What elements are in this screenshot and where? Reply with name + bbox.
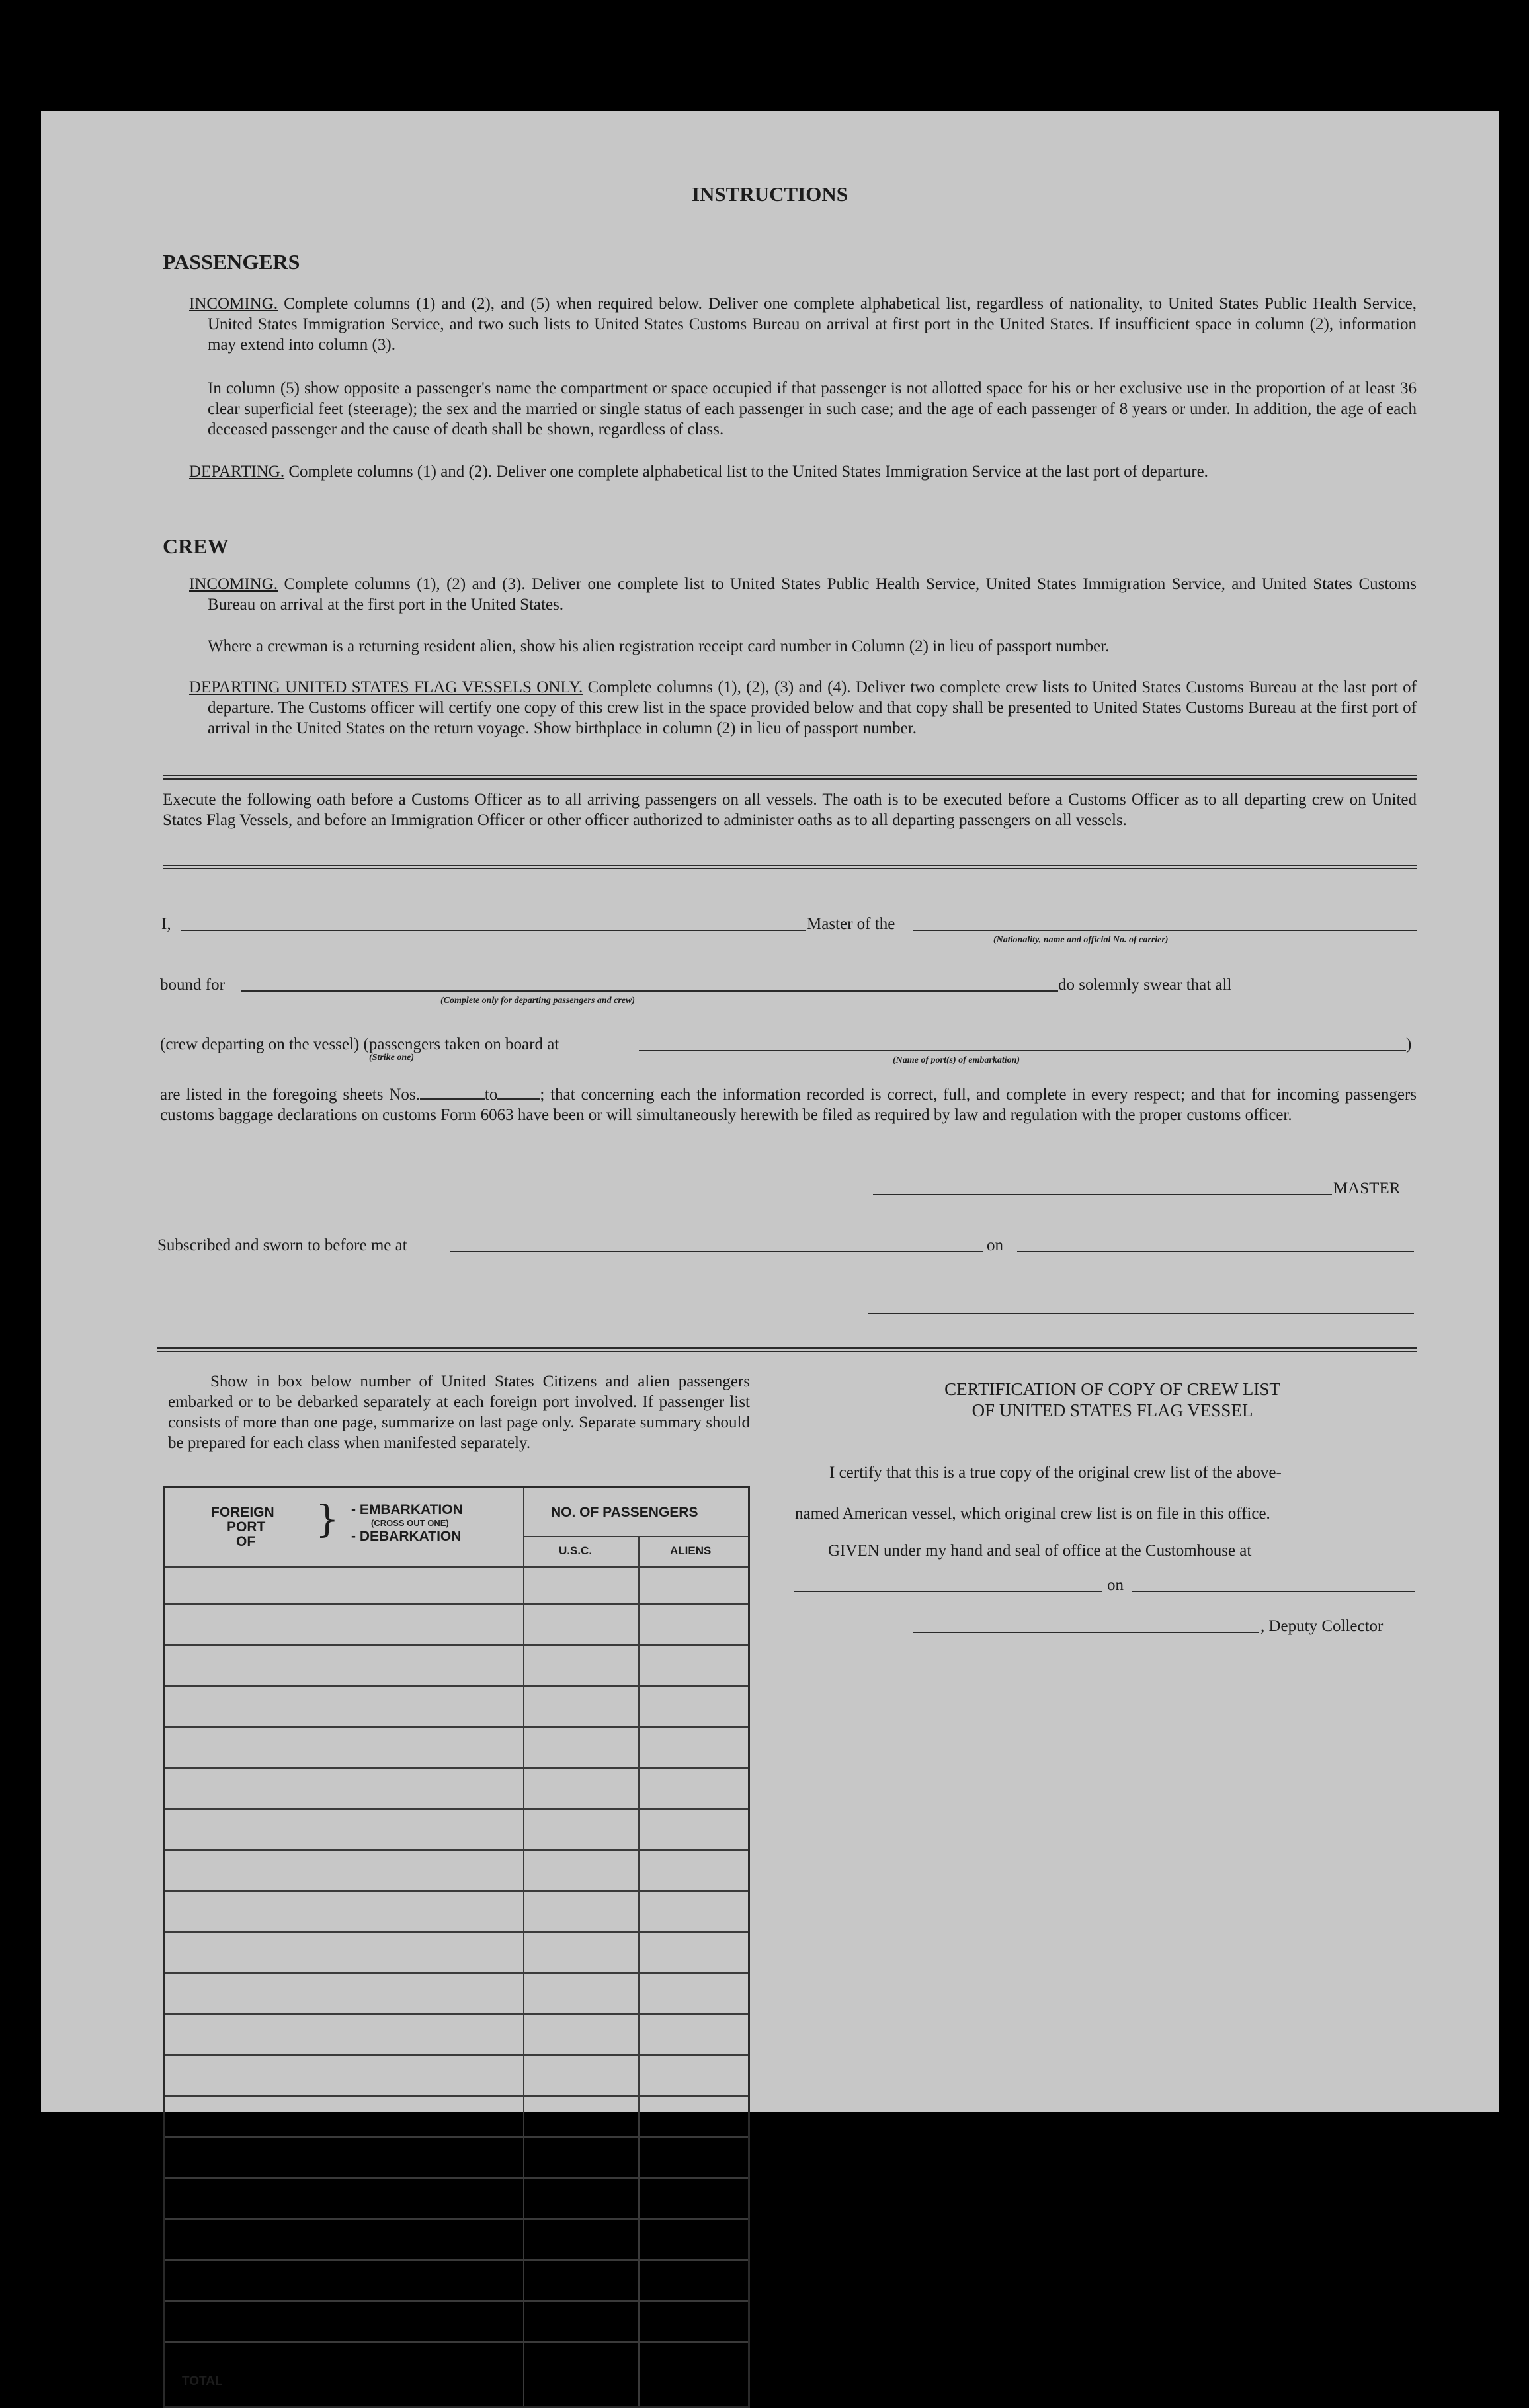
divider-2 <box>163 865 1417 869</box>
table-row <box>165 2341 748 2343</box>
strike-caption: (Strike one) <box>369 1053 415 1063</box>
passengers-heading: PASSENGERS <box>163 250 300 274</box>
master-name-field[interactable] <box>181 930 806 931</box>
table-subheader-line <box>523 1536 748 1537</box>
brace-icon: } <box>315 1498 339 1541</box>
crew-incoming-label: INCOMING. <box>189 575 278 593</box>
oath-listed-b: ; that concerning each the information recorded is correct, full, and complete in every respect; and that for incoming passengers customs baggage declarations on customs Form 6063 have been or will simultaneously herewith be filed as required by law and regulation with the proper customs officer. <box>160 1086 1417 1124</box>
officer-signature-field[interactable] <box>868 1313 1414 1314</box>
crew-departing-text: Complete columns (1), (2), (3) and (4). Deliver two complete crew lists to United States Customs Bureau at the last port of departure. The Customs officer will certify one copy of this crew list in the space provided below and that copy shall be presented to United States Customs Bureau at the first port of arrival in the United States on the return voyage. Show birthplace in column (2) in lieu of passport number. <box>208 678 1417 737</box>
certification-title-2: OF UNITED STATES FLAG VESSEL <box>971 1400 1253 1420</box>
table-row <box>165 1808 748 1810</box>
oath-on: on <box>987 1236 1003 1254</box>
oath-strike-text: (crew departing on the vessel) (passengers taken on board at <box>160 1035 559 1053</box>
col-debarkation: - DEBARKATION <box>351 1529 462 1544</box>
nationality-caption: (Nationality, name and official No. of carrier) <box>993 935 1169 945</box>
col-usc: U.S.C. <box>559 1545 593 1557</box>
table-row <box>165 1603 748 1605</box>
deputy-signature-field[interactable] <box>913 1632 1259 1633</box>
table-row <box>165 2013 748 2015</box>
passengers-incoming-label: INCOMING. <box>189 295 278 313</box>
port-caption: (Name of port(s) of embarkation) <box>893 1055 1020 1065</box>
embarkation-port-field[interactable] <box>639 1050 1406 1051</box>
oath-close-paren: ) <box>1406 1035 1412 1053</box>
customhouse-field[interactable] <box>794 1591 1102 1592</box>
sheet-to-field[interactable] <box>497 1098 540 1100</box>
oath-intro: Execute the following oath before a Customs Officer as to all arriving passengers on all vessels. The oath is to be executed before a Customs Officer as to all departing crew on United States Flag Vessels, and before an Immigration Officer or other officer authorized to administer oaths as to all departing passengers on all vessels. <box>163 791 1417 829</box>
table-row <box>165 1685 748 1687</box>
oath-master: MASTER <box>1333 1180 1401 1197</box>
passengers-incoming-text: Complete columns (1) and (2), and (5) when required below. Deliver one complete alphabetical list, regardless of nationality, to United States Public Health Service, United States Immigration Service, and two such lists to United States Customs Bureau on arrival at first port in the United States. If insufficient space in column (2), information may extend into column (3). <box>208 295 1417 354</box>
table-header-line <box>165 1566 748 1568</box>
oath-listed-to: to <box>484 1086 498 1104</box>
divider-1 <box>163 775 1417 780</box>
table-row <box>165 1644 748 1646</box>
table-row <box>165 1726 748 1728</box>
table-row <box>165 2300 748 2302</box>
table-row <box>165 1972 748 1974</box>
col-cross-out: (CROSS OUT ONE) <box>371 1518 449 1528</box>
crew-incoming-paragraph <box>189 574 1417 615</box>
col-aliens: ALIENS <box>670 1545 712 1557</box>
table-row <box>165 1849 748 1851</box>
oath-listed-a: are listed in the foregoing sheets Nos. <box>160 1086 420 1104</box>
master-signature-field[interactable] <box>873 1194 1332 1195</box>
oath-master-of: Master of the <box>807 915 895 933</box>
col-of: OF <box>236 1534 256 1549</box>
col-port: PORT <box>227 1519 266 1535</box>
sworn-place-field[interactable] <box>450 1251 983 1252</box>
certify-line-1: I certify that this is a true copy of the original crew list of the above- <box>829 1464 1282 1482</box>
table-row <box>165 1767 748 1769</box>
table-row <box>165 1890 748 1892</box>
document-page <box>41 111 1499 2388</box>
table-divider-col1 <box>523 1488 524 2406</box>
oath-i-label: I, <box>161 915 171 933</box>
crew-incoming-text: Complete columns (1), (2) and (3). Deliver one complete list to United States Public Health Service, United States Immigration Service, and United States Customs Bureau on arrival at the first port in the United States. <box>208 575 1417 614</box>
table-row <box>165 2136 748 2138</box>
passengers-departing-label: DEPARTING. <box>189 463 285 481</box>
page-title: INSTRUCTIONS <box>691 182 848 206</box>
passengers-departing-paragraph <box>189 462 1417 482</box>
oath-bound-for: bound for <box>160 976 225 994</box>
table-row <box>165 2218 748 2220</box>
certify-line-2: named American vessel, which original crew list is on file in this office. <box>795 1505 1270 1523</box>
bound-for-field[interactable] <box>241 990 1058 992</box>
crew-departing-paragraph <box>189 677 1417 739</box>
col-foreign: FOREIGN <box>211 1505 274 1520</box>
passengers-column5-paragraph: In column (5) show opposite a passenger's name the compartment or space occupied if that passenger is not allotted space for his or her exclusive use in the proportion of at least 36 clear superficial feet (steerage); the sex and the married or single status of each passenger in such case; and the age of each passenger of 8 years or under. In addition, the age of each deceased passenger and the cause of death shall be shown, regardless of class. <box>208 380 1417 438</box>
sworn-date-field[interactable] <box>1017 1251 1414 1252</box>
certify-date-field[interactable] <box>1132 1591 1415 1592</box>
col-no-passengers: NO. OF PASSENGERS <box>551 1505 698 1520</box>
col-embarkation: - EMBARKATION <box>351 1502 463 1517</box>
carrier-field[interactable] <box>913 930 1417 931</box>
passengers-departing-text: Complete columns (1) and (2). Deliver one complete alphabetical list to the United States Immigration Service at the last port of departure. <box>288 463 1208 481</box>
oath-listed-paragraph <box>160 1084 1417 1125</box>
certify-on: on <box>1107 1576 1124 1594</box>
sheet-from-field[interactable] <box>420 1098 485 1100</box>
total-label: TOTAL <box>182 2374 223 2388</box>
divider-3 <box>157 1347 1417 1352</box>
deputy-collector: , Deputy Collector <box>1260 1617 1384 1635</box>
crew-departing-label: DEPARTING UNITED STATES FLAG VESSELS ONLY. <box>189 678 583 696</box>
table-row <box>165 2054 748 2056</box>
oath-subscribed: Subscribed and sworn to before me at <box>157 1236 407 1254</box>
crew-resident-paragraph: Where a crewman is a returning resident alien, show his alien registration receipt card number in Column (2) in lieu of passport number. <box>208 637 1110 655</box>
table-row <box>165 2259 748 2261</box>
passenger-summary-table <box>163 1486 750 2408</box>
certification-title-1: CERTIFICATION OF COPY OF CREW LIST <box>944 1379 1280 1399</box>
crew-heading: CREW <box>163 534 229 558</box>
bound-caption: (Complete only for departing passengers and crew) <box>440 996 635 1006</box>
table-row <box>165 2095 748 2097</box>
table-divider-col2 <box>638 1536 640 2406</box>
certify-given: GIVEN under my hand and seal of office at the Customhouse at <box>828 1542 1252 1560</box>
table-row <box>165 1931 748 1933</box>
summary-instructions: Show in box below number of United States Citizens and alien passengers embarked or to be debarked separately at each foreign port involved. If passenger list consists of more than one page, summarize on last page only. Separate summary should be prepared for each class when manifested separately. <box>168 1373 750 1452</box>
table-row <box>165 2177 748 2179</box>
oath-swear: do solemnly swear that all <box>1058 976 1232 994</box>
passengers-incoming-paragraph <box>189 294 1417 355</box>
